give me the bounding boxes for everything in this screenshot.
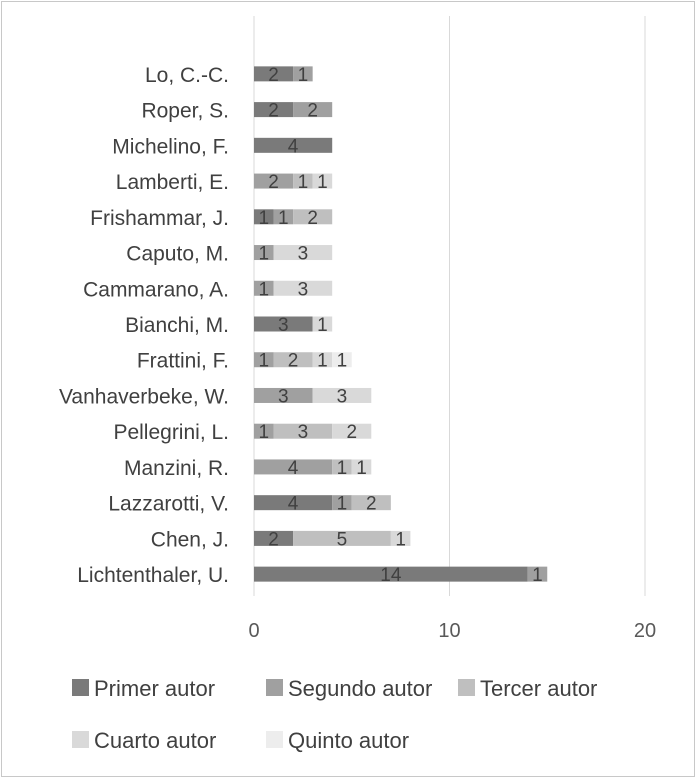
category-label: Vanhaverbeke, W. — [58, 385, 229, 409]
data-label: 1 — [356, 457, 367, 479]
data-label: 1 — [336, 493, 348, 515]
category-label: Cammarano, A. — [83, 278, 229, 302]
x-tick-label: 0 — [248, 620, 260, 642]
x-tick-label: 10 — [438, 620, 461, 642]
category-label: Lamberti, E. — [115, 171, 229, 195]
data-label: 3 — [297, 243, 309, 265]
data-label: 2 — [307, 100, 318, 122]
data-label: 3 — [336, 386, 348, 408]
data-label: 1 — [258, 350, 270, 372]
category-label: Manzini, R. — [123, 456, 229, 480]
data-label: 2 — [268, 529, 279, 551]
legend-label: Quinto autor — [288, 728, 410, 753]
data-label: 1 — [258, 243, 270, 265]
data-label: 14 — [380, 565, 402, 587]
data-label: 3 — [278, 386, 289, 408]
data-label: 2 — [366, 493, 377, 515]
data-label: 1 — [258, 207, 270, 229]
data-label: 1 — [258, 279, 270, 301]
category-label: Michelino, F. — [112, 135, 229, 159]
data-label: 1 — [336, 350, 348, 372]
data-label: 3 — [297, 422, 309, 444]
x-axis-ticks — [248, 620, 656, 642]
data-label: 4 — [287, 493, 299, 515]
data-label: 4 — [287, 136, 299, 158]
category-label: Lo, C.-C. — [144, 63, 229, 87]
data-label: 5 — [336, 529, 348, 551]
legend-swatch — [458, 679, 475, 696]
category-labels — [59, 64, 229, 587]
data-label: 4 — [287, 457, 299, 479]
legend-swatch — [72, 679, 89, 696]
category-label: Pellegrini, L. — [113, 421, 229, 445]
data-label: 2 — [287, 350, 299, 372]
category-label: Roper, S. — [141, 99, 229, 123]
data-label: 1 — [532, 565, 543, 587]
data-label: 2 — [268, 64, 279, 86]
data-label: 1 — [395, 529, 406, 551]
category-label: Lazzarotti, V. — [108, 492, 229, 516]
data-label: 1 — [317, 315, 328, 336]
category-label: Bianchi, M. — [125, 314, 229, 337]
category-label: Lichtenthaler, U. — [77, 564, 229, 588]
data-label: 3 — [278, 315, 289, 336]
data-label: 1 — [297, 64, 309, 86]
legend-swatch — [266, 679, 283, 696]
data-label: 1 — [278, 207, 289, 229]
category-label: Frattini, F. — [136, 349, 229, 373]
data-label: 2 — [268, 172, 279, 194]
data-label: 1 — [317, 172, 328, 194]
legend-swatch — [72, 731, 89, 748]
data-label: 2 — [268, 100, 279, 122]
data-label: 3 — [297, 279, 309, 301]
category-label: Caputo, M. — [126, 242, 229, 266]
data-label: 1 — [317, 350, 328, 372]
legend-label: Segundo autor — [288, 676, 433, 701]
x-tick-label: 20 — [633, 620, 657, 642]
data-label: 1 — [258, 422, 270, 444]
category-label: Frishammar, J. — [90, 206, 229, 230]
data-label: 1 — [297, 172, 309, 194]
legend-label: Cuarto autor — [94, 728, 217, 753]
legend — [72, 676, 597, 753]
legend-label: Primer autor — [94, 676, 216, 701]
data-label: 1 — [336, 457, 348, 479]
data-label: 2 — [307, 207, 318, 229]
category-label: Chen, J. — [150, 528, 229, 552]
legend-swatch — [266, 731, 283, 748]
data-label: 2 — [346, 422, 358, 444]
legend-label: Tercer autor — [480, 676, 598, 701]
